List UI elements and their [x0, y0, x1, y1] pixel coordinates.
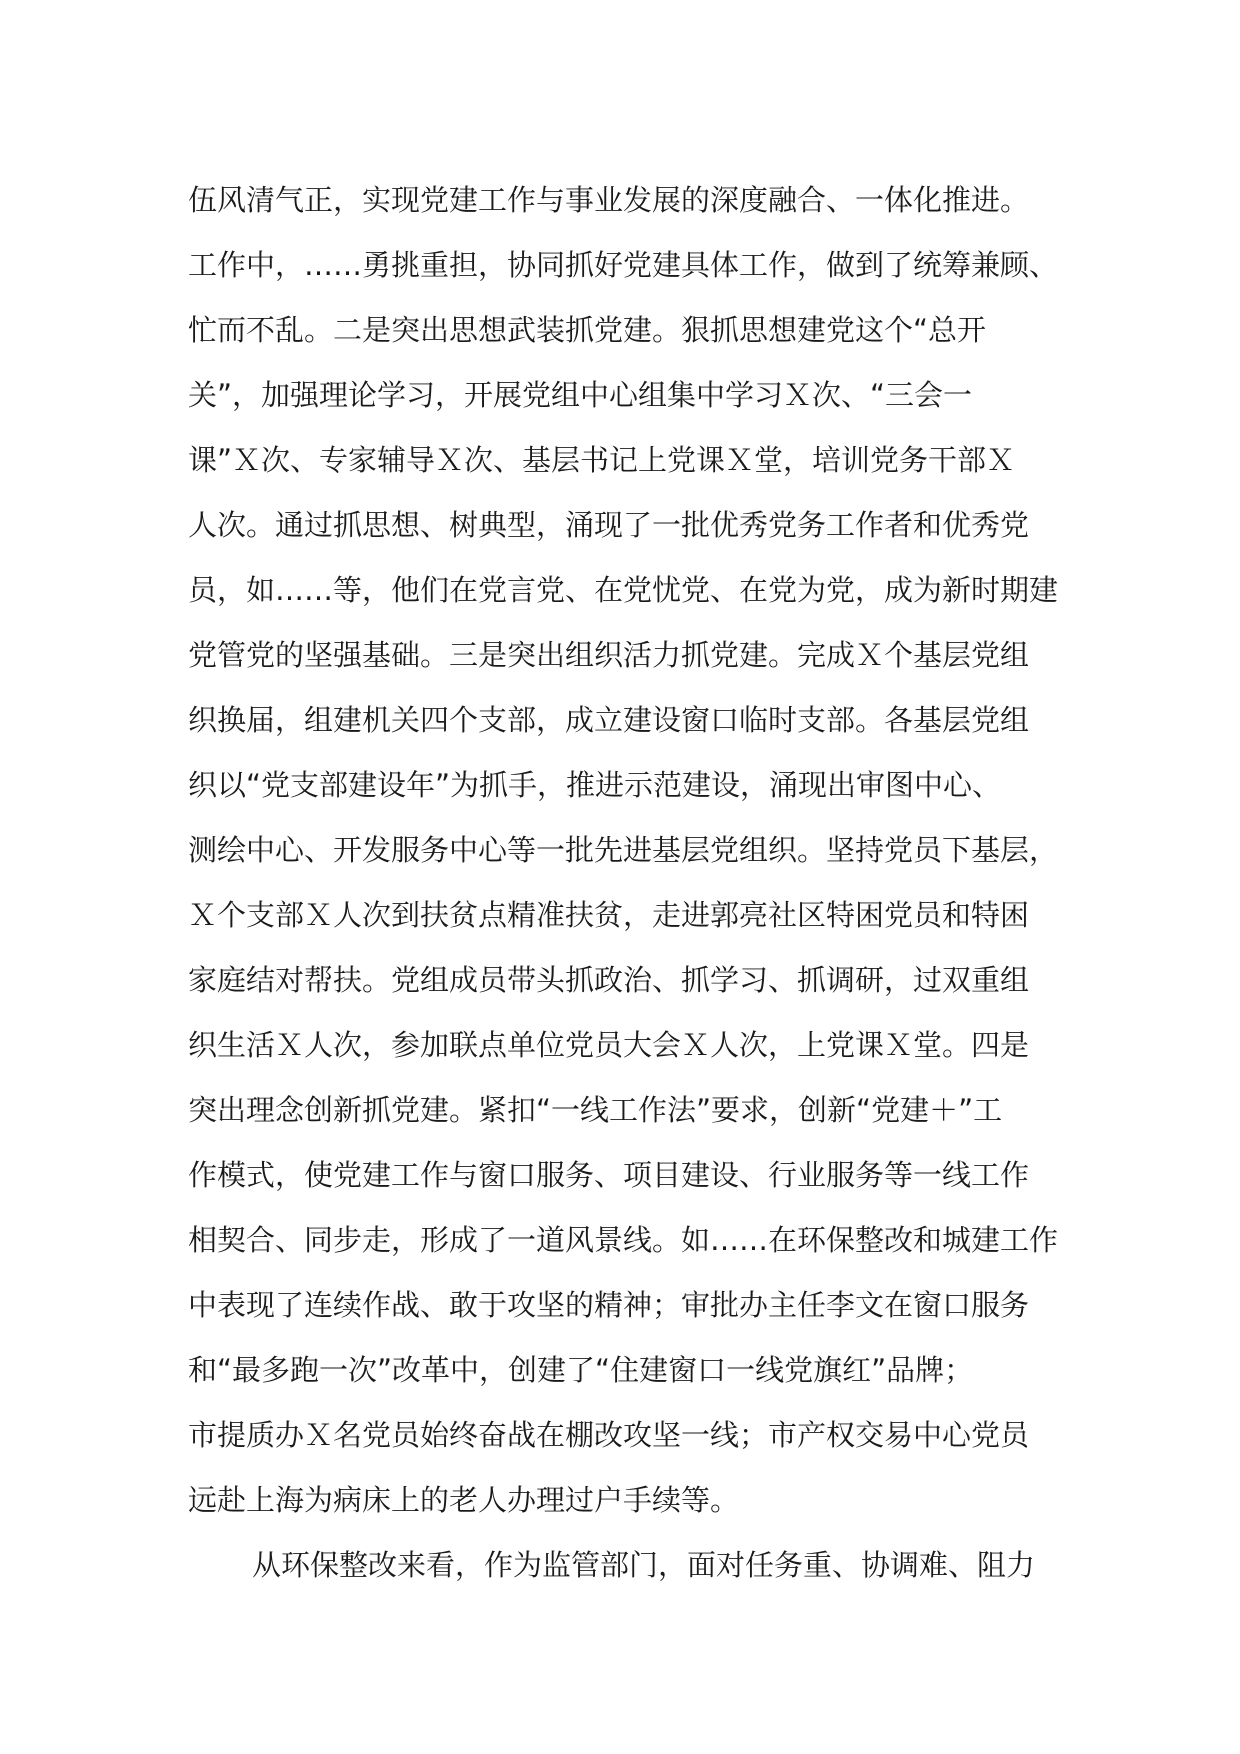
text-line: 织生活Ｘ人次，参加联点单位党员大会Ｘ人次，上党课Ｘ堂。四是	[188, 1028, 1030, 1062]
text-line: 伍风清气正，实现党建工作与事业发展的深度融合、一体化推进。	[188, 183, 1030, 217]
text-line: 和“最多跑一次”改革中，创建了“住建窗口一线党旗红”品牌；	[188, 1353, 974, 1387]
text-line: 家庭结对帮扶。党组成员带头抓政治、抓学习、抓调研，过双重组	[188, 963, 1030, 997]
body-text	[188, 168, 1088, 1598]
text-line: 测绘中心、开发服务中心等一批先进基层党组织。坚持党员下基层，	[188, 833, 1059, 867]
text-line: 市提质办Ｘ名党员始终奋战在棚改攻坚一线；市产权交易中心党员	[188, 1418, 1030, 1452]
text-line: 课”Ｘ次、专家辅导Ｘ次、基层书记上党课Ｘ堂，培训党务干部Ｘ	[188, 443, 1016, 477]
text-line: 突出理念创新抓党建。紧扣“一线工作法”要求，创新“党建＋”工	[188, 1093, 1003, 1127]
text-line: 织换届，组建机关四个支部，成立建设窗口临时支部。各基层党组	[188, 703, 1030, 737]
text-line: 织以“党支部建设年”为抓手，推进示范建设，涌现出审图中心、	[188, 768, 1002, 802]
text-line: 作模式，使党建工作与窗口服务、项目建设、行业服务等一线工作	[188, 1158, 1030, 1192]
text-line: 员，如……等，他们在党言党、在党忧党、在党为党，成为新时期建	[188, 573, 1059, 607]
paragraph-start-line: 从环保整改来看，作为监管部门，面对任务重、协调难、阻力	[252, 1548, 1036, 1582]
text-line: 远赴上海为病床上的老人办理过户手续等。	[188, 1483, 740, 1517]
text-line: 关”，加强理论学习，开展党组中心组集中学习Ｘ次、“三会一	[188, 378, 973, 412]
text-line: 工作中，……勇挑重担，协同抓好党建具体工作，做到了统筹兼顾、	[188, 248, 1059, 282]
text-line: Ｘ个支部Ｘ人次到扶贫点精准扶贫，走进郭亮社区特困党员和特困	[188, 898, 1030, 932]
text-line: 人次。通过抓思想、树典型，涌现了一批优秀党务工作者和优秀党	[188, 508, 1030, 542]
text-line: 忙而不乱。二是突出思想武装抓党建。狠抓思想建党这个“总开	[188, 313, 987, 347]
text-line: 相契合、同步走，形成了一道风景线。如……在环保整改和城建工作	[188, 1223, 1059, 1257]
text-line: 党管党的坚强基础。三是突出组织活力抓党建。完成Ｘ个基层党组	[188, 638, 1030, 672]
text-line: 中表现了连续作战、敢于攻坚的精神；审批办主任李文在窗口服务	[188, 1288, 1030, 1322]
